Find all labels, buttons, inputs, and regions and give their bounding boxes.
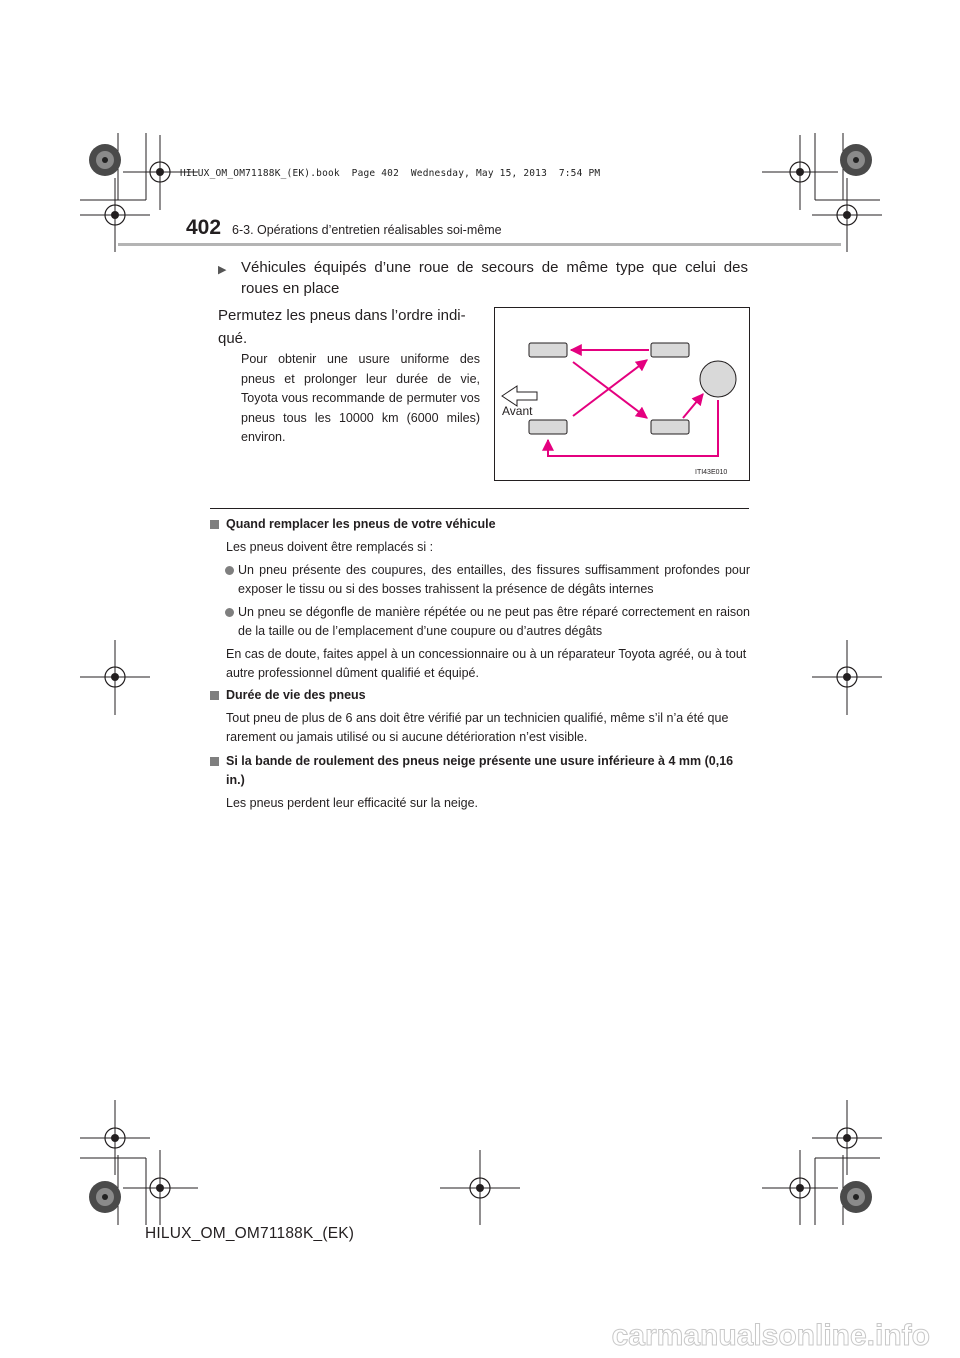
tire-rotation-svg — [495, 308, 749, 480]
triangle-bullet-icon: ▶ — [218, 264, 227, 276]
header-rule — [118, 243, 841, 246]
subheading-text: Véhicules équipés d’une roue de secours de même type que celui des roues en place — [241, 259, 748, 297]
section-text: Tout pneu de plus de 6 ans doit être vérifié par un technicien qualifié, même s’il n’a été que rarement ou jamais utilisé ou si aucune détérioration n’est visible. — [226, 711, 729, 744]
front-label: Avant — [502, 404, 533, 418]
tire-rear-right — [651, 420, 689, 434]
footer-document-code: HILUX_OM_OM71188K_(EK) — [145, 1225, 355, 1242]
tire-rear-left — [651, 343, 689, 357]
front-direction-arrow-icon — [502, 386, 537, 406]
watermark-text: carmanualsonline.info — [611, 1319, 930, 1352]
print-header: HILUX_OM_OM71188K_(EK).book Page 402 Wednesday, May 15, 2013 7:54 PM — [180, 168, 601, 179]
tire-rotation-diagram — [494, 307, 750, 481]
spare-tire — [700, 361, 736, 397]
section-heading: Durée de vie des pneus — [210, 686, 750, 705]
intro-text: Permutez les pneus dans l’ordre indi-qué. — [218, 307, 466, 347]
section-text: Les pneus doivent être remplacés si : — [226, 540, 434, 554]
arrow-rear-right-to-spare — [683, 394, 703, 418]
section-heading: Quand remplacer les pneus de votre véhicule — [210, 515, 750, 534]
round-bullet-icon — [225, 608, 234, 617]
list-item: Un pneu se dégonfle de manière répétée ou ne peut pas être réparé correctement en raison de la taille ou de l’emplacement d’une coupure ou d’autres dégâts — [210, 603, 750, 641]
section-heading: Si la bande de roulement des pneus neige présente une usure inférieure à 4 mm (0,16 in.) — [210, 752, 750, 790]
section-title: 6-3. Opérations d’entretien réalisables soi-même — [232, 223, 502, 237]
watermark — [572, 1315, 932, 1353]
section-when-to-replace — [210, 515, 750, 683]
diagram-code: ITI43E010 — [695, 469, 728, 476]
section-tire-lifespan — [210, 686, 750, 747]
note-text: Pour obtenir une usure uniforme des pneus et prolonger leur durée de vie, Toyota vous recommande de permuter vos pneus tous les 10000 km (6000 miles) environ. — [241, 352, 480, 444]
section-snow-tires — [210, 752, 750, 813]
arrow-front-left-to-rear-right — [573, 362, 647, 418]
square-bullet-icon — [210, 520, 219, 529]
page-number: 402 — [186, 216, 222, 239]
subheading — [218, 257, 748, 299]
square-bullet-icon — [210, 757, 219, 766]
section-text: En cas de doute, faites appel à un concessionnaire ou à un réparateur Toyota agréé, ou à tout autre professionnel dûment qualifié et équipé. — [226, 647, 747, 680]
list-item: Un pneu présente des coupures, des entailles, des fissures suffisamment profondes pour exposer le tissu ou si des bosses trahissent la présence de dégâts internes — [210, 561, 750, 599]
section-text: Les pneus perdent leur efficacité sur la neige. — [226, 796, 479, 810]
square-bullet-icon — [210, 691, 219, 700]
arrow-front-right-to-rear-left — [573, 360, 647, 416]
tire-front-right — [529, 420, 567, 434]
tire-front-left — [529, 343, 567, 357]
round-bullet-icon — [225, 566, 234, 575]
section-divider — [210, 508, 749, 509]
